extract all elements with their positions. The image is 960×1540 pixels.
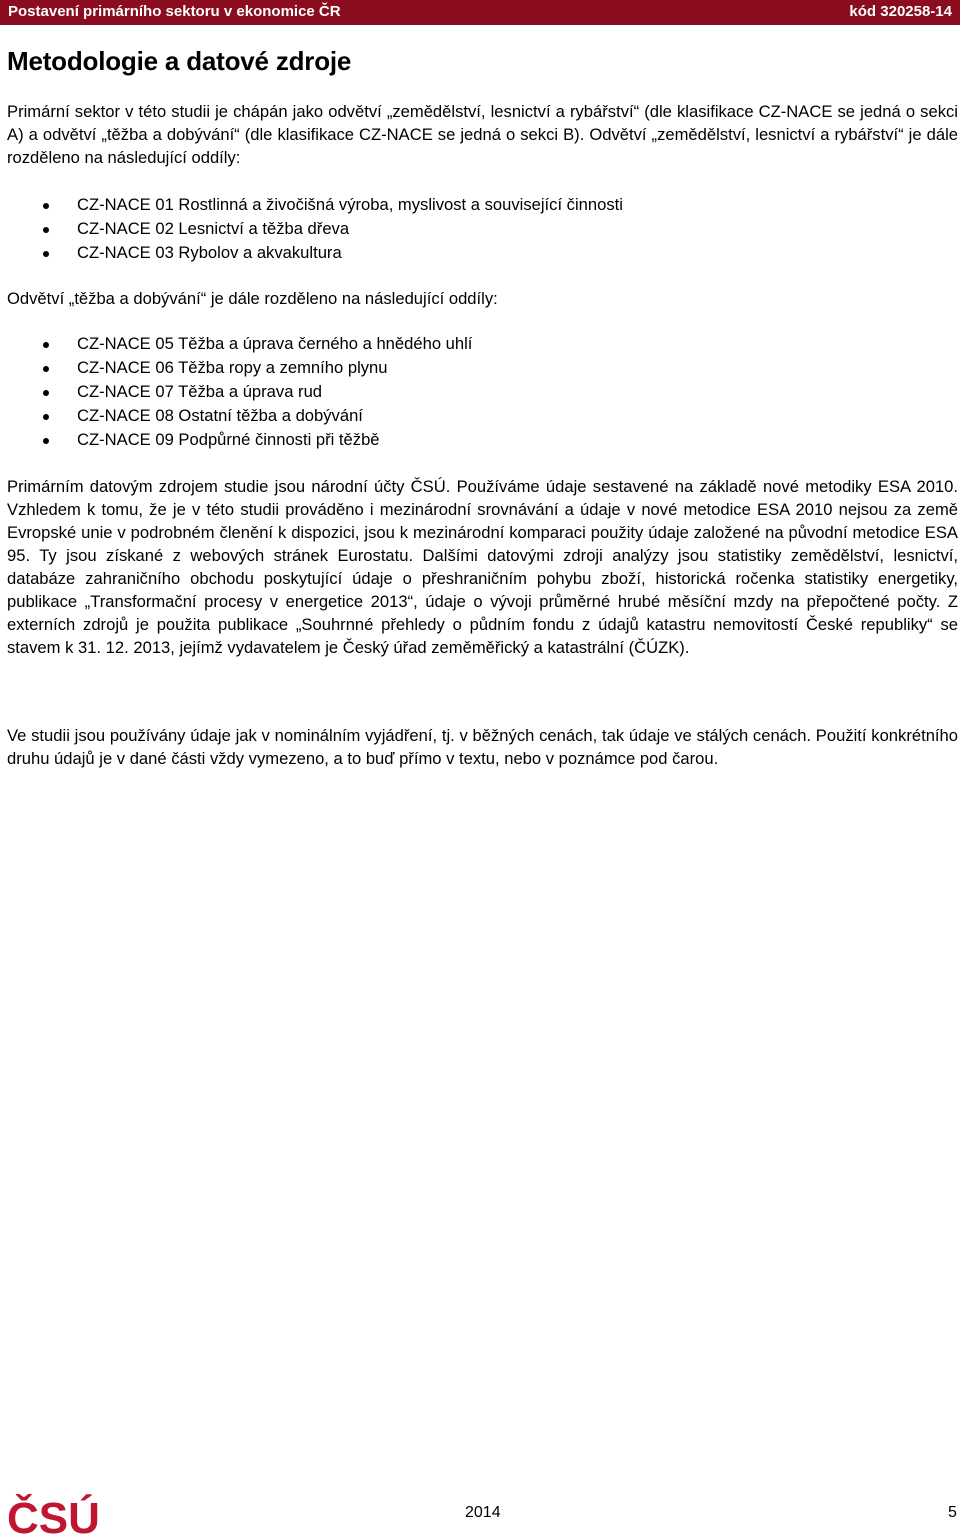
list-item: CZ-NACE 05 Těžba a úprava černého a hnědého uhlí — [0, 332, 900, 356]
bullet-icon — [43, 251, 49, 257]
logo-text: ČSÚ — [7, 1494, 100, 1540]
list-item: CZ-NACE 03 Rybolov a akvakultura — [0, 241, 900, 265]
bullet-icon — [43, 203, 49, 209]
values-paragraph: Ve studii jsou používány údaje jak v nominálním vyjádření, tj. v běžných cenách, tak údaje ve stálých cenách. Použití konkrétního druhu údajů je v dané části vždy vymezeno, a to buď přímo v textu, nebo v poznámce pod čarou. — [7, 726, 958, 768]
header-title: Postavení primárního sektoru v ekonomice ČR — [8, 3, 341, 20]
intro-paragraph: Primární sektor v této studii je chápán jako odvětví „zemědělství, lesnictví a rybářství“ (dle klasifikace CZ-NACE se jedná o sekci A) a odvětví „těžba a dobývání“ (dle klasifikace CZ-NACE se jedná o sekci B). Odvětví „zemědělství, lesnictví a rybářství“ je dále rozděleno na následující oddíly: — [7, 102, 958, 167]
list-item: CZ-NACE 02 Lesnictví a těžba dřeva — [0, 217, 900, 241]
list-item: CZ-NACE 06 Těžba ropy a zemního plynu — [0, 356, 900, 380]
bullet-icon — [43, 227, 49, 233]
bullet-icon — [43, 342, 49, 348]
bullet-icon — [43, 414, 49, 420]
data-sources-paragraph: Primárním datovým zdrojem studie jsou národní účty ČSÚ. Používáme údaje sestavené na základě nové metodiky ESA 2010. Vzhledem k tomu, že je v této studii prováděno i mezinárodní srovnávání a údaje v nové metodice ESA 2010 nejsou za země Evropské unie v podrobném členění k dispozici, jsou k mezinárodní komparaci použity údaje založené na původní metodice ESA 95. Ty jsou získané z webových stránek Eurostatu. Dalšími datovými zdroji analýzy jsou statistiky zemědělství, lesnictví, databáze zahraničního obchodu poskytující údaje o přeshraničním pohybu zboží, historická ročenka statistiky energetiky, publikace „Transformační procesy v energetice 2013“, údaje o vývoji průměrné hrubé měsíční mzdy na přepočtené počty. Z externích zdrojů je použita publikace „Souhrnné přehledy o půdním fondu z údajů katastru nemovitostí České republiky“ se stavem k 31. 12. 2013, jejímž vydavatelem je Český úřad zeměměřický a katastrální (ČÚZK). — [7, 477, 958, 657]
running-header — [0, 0, 960, 25]
bullet-icon — [43, 438, 49, 444]
mining-intro-paragraph: Odvětví „těžba a dobývání“ je dále rozděleno na následující oddíly: — [7, 289, 498, 308]
header-code: kód 320258-14 — [849, 3, 952, 20]
bullet-list-agriculture — [0, 193, 900, 265]
page-number: 5 — [948, 1504, 957, 1521]
section-title: Metodologie a datové zdroje — [7, 46, 352, 76]
bullet-icon — [43, 366, 49, 372]
list-item: CZ-NACE 09 Podpůrné činnosti při těžbě — [0, 428, 900, 452]
list-item: CZ-NACE 08 Ostatní těžba a dobývání — [0, 404, 900, 428]
footer-year: 2014 — [465, 1504, 501, 1521]
list-item: CZ-NACE 01 Rostlinná a živočišná výroba, myslivost a související činnosti — [0, 193, 900, 217]
csu-logo-icon — [6, 1489, 100, 1540]
list-item: CZ-NACE 07 Těžba a úprava rud — [0, 380, 900, 404]
bullet-list-mining — [0, 332, 900, 452]
bullet-icon — [43, 390, 49, 396]
